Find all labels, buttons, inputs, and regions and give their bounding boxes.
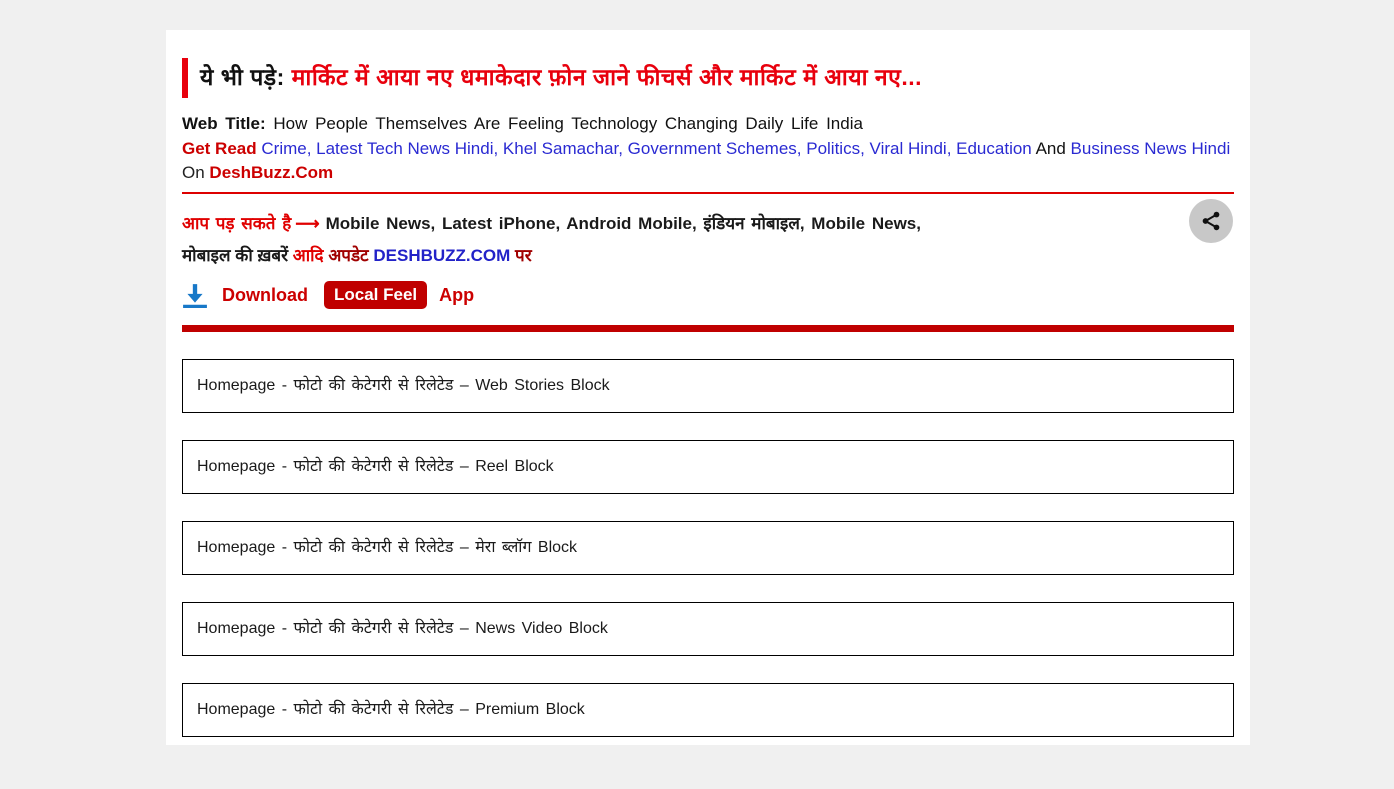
homepage-blocks-list (182, 359, 1234, 737)
related-headline (182, 58, 1234, 98)
promo-line2-suffix: पर (515, 246, 532, 265)
block-mera-blog[interactable]: Homepage - फोटो की केटेगरी से रिलेटेड – मेरा ब्लॉग Block (182, 521, 1234, 575)
app-link[interactable]: App (439, 284, 475, 305)
content-card (166, 30, 1250, 745)
block-news-video[interactable]: Homepage - फोटो की केटेगरी से रिलेटेड – News Video Block (182, 602, 1234, 656)
category-links-1[interactable]: Crime, Latest Tech News Hindi, Khel Samachar, Government Schemes, Politics, Viral Hindi, Education (261, 139, 1032, 158)
get-read-label: Get Read (182, 139, 257, 158)
on-site-line (182, 163, 1234, 183)
headline-prefix: ये भी पड़े: (200, 64, 285, 91)
on-label: On (182, 163, 205, 182)
get-read-line (182, 139, 1234, 159)
download-icon[interactable] (182, 282, 208, 308)
block-premium[interactable]: Homepage - फोटो की केटेगरी से रिलेटेड – Premium Block (182, 683, 1234, 737)
download-row (182, 281, 1234, 309)
promo-line-1 (182, 211, 1234, 234)
promo-line2-red: आदि (292, 246, 324, 265)
red-divider (182, 192, 1234, 194)
download-link[interactable]: Download (222, 284, 308, 305)
headline-text[interactable] (200, 63, 922, 93)
local-feel-button[interactable]: Local Feel (324, 281, 427, 309)
block-web-stories[interactable]: Homepage - फोटो की केटेगरी से रिलेटेड – Web Stories Block (182, 359, 1234, 413)
web-title-line (182, 114, 1234, 134)
thick-red-bar (182, 325, 1234, 332)
promo-line-2 (182, 243, 1234, 266)
deshbuzz-link[interactable]: DeshBuzz.Com (209, 163, 334, 182)
web-title-text: How People Themselves Are Feeling Technology Changing Daily Life India (273, 114, 863, 133)
share-button[interactable] (1189, 199, 1233, 243)
web-title-label: Web Title: (182, 114, 266, 133)
headline-accent-bar (182, 58, 188, 98)
deshbuzz-caps-link[interactable]: DESHBUZZ.COM (373, 246, 511, 265)
promo-line2-black: मोबाइल की ख़बरें (182, 246, 289, 265)
share-icon (1200, 210, 1222, 232)
promo-topics: Mobile News, Latest iPhone, Android Mobile, इंडियन मोबाइल, Mobile News, (325, 214, 921, 233)
promo-section (182, 211, 1234, 266)
headline-link[interactable]: मार्किट में आया नए धमाकेदार फ़ोन जाने फीचर्स और मार्किट में आया नए... (291, 64, 923, 91)
and-label: And (1035, 139, 1066, 158)
block-reel[interactable]: Homepage - फोटो की केटेगरी से रिलेटेड – Reel Block (182, 440, 1234, 494)
right-arrow-icon: ⟶ (295, 214, 320, 233)
promo-read-prefix: आप पड़ सकते है (182, 214, 292, 233)
category-links-2[interactable]: Business News Hindi (1070, 139, 1231, 158)
promo-line2-darkred: अपडेट (328, 246, 369, 265)
